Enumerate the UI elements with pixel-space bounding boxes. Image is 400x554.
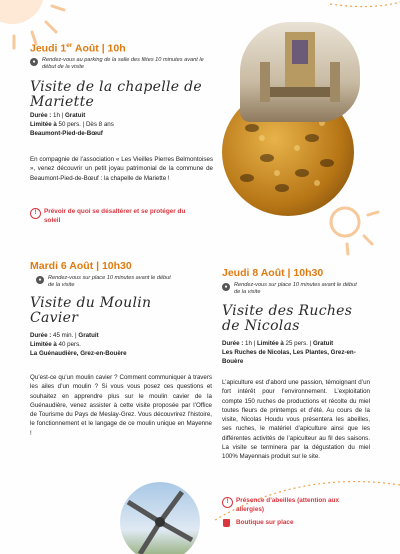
event-date-2: Mardi 6 Août | 10h30: [30, 260, 132, 272]
event-title-3: Visite des Ruches de Nicolas: [222, 303, 353, 334]
duration-label: Durée :: [222, 340, 244, 347]
windmill-photo: [120, 482, 200, 554]
price-label: Gratuit: [78, 332, 99, 339]
duration-label: Durée :: [30, 112, 52, 119]
event-description-3: L’apiculture est d’abord une passion, témoignant d’un fort intérêt pour l’environnement. L’exploitation compte 150 ruches de productions et récolte du miel toutes fleurs de printemps et d’été. Au cours de la visite, Nicolas Houdu vous présentera les abeilles, ses ruches, le matériel d’apiculture ainsi que les différentes activités de l’apiculteur au fil des saisons. La visite se terminera par la dégustation du miel 100% Mayennais produit sur le site.: [222, 379, 370, 461]
warning-text-3: Présence d’abeilles (attention aux allergies): [236, 497, 339, 513]
price-label: Gratuit: [312, 340, 334, 347]
warning-text-1: Prévoir de quoi se désaltérer et se protéger du soleil: [44, 208, 186, 224]
date-ordinal: er: [66, 42, 73, 49]
limit-line: [30, 341, 210, 350]
place-name: Beaumont-Pied-de-Bœuf: [30, 129, 103, 137]
windmill-illustration: [120, 482, 200, 554]
duration-line: [222, 340, 372, 349]
event-details-1: [30, 112, 210, 139]
event-title-1: Visite de la chapelle de Mariette: [30, 79, 202, 110]
duration-line: [30, 332, 210, 341]
shop-text: Boutique sur place: [236, 519, 294, 526]
date-day: Jeudi 1: [30, 42, 67, 55]
warning-icon: !: [30, 208, 41, 219]
duration-value: 1h |: [243, 340, 257, 347]
place-line: [222, 349, 372, 367]
event-details-2: [30, 332, 210, 359]
chapel-altar-illustration: [240, 22, 360, 122]
limit-value: 25 pers. |: [283, 340, 313, 347]
place-name: La Guénaudière, Grez-en-Bouère: [30, 349, 127, 357]
limit-label: Limitée à: [256, 340, 284, 347]
shopping-bag-icon: [223, 519, 230, 527]
duration-label: Durée :: [30, 332, 52, 339]
event-date-1: [30, 42, 126, 55]
place-line: [30, 350, 210, 359]
location-pin-icon: ●: [222, 283, 230, 291]
event-details-3: [222, 340, 372, 367]
sun-decoration: [0, 0, 64, 48]
place-line: [30, 130, 210, 139]
duration-value: 1h |: [51, 112, 65, 119]
event-description-1: En compagnie de l’association « Les Vieilles Pierres Belmontoises », venez découvrir un petit joyau patrimonial de la commune de Beaumont-Pied-de-Bœuf : la chapelle de Mariette !: [30, 156, 213, 182]
event-date-3: Jeudi 8 Août | 10h30: [222, 267, 324, 279]
bee-warning-icon: !: [222, 497, 233, 508]
limit-value: 40 pers.: [56, 340, 81, 348]
limit-label: Limitée à: [30, 120, 57, 128]
location-pin-icon: ●: [30, 58, 38, 66]
event-description-2: Qu’est-ce qu’un moulin cavier ? Comment communiquer à travers les ailes d’un moulin ? Si vous vous posez ces questions et souhaitez en apprendre plus sur le moulin cavier de la Guénaudière, venez assister à cette visite proposée par l’Office de Tourisme du Pays de Meslay-Grez. Vous découvrirez l’histoire, le fonctionnement et le langage de ce moulin unique en Mayenne !: [30, 374, 212, 437]
meeting-point-1: Rendez-vous au parking de la salle des fêtes 10 minutes avant le début de la visite: [42, 57, 204, 71]
sun-decoration-right: [331, 208, 359, 236]
event-title-2: Visite du Moulin Cavier: [30, 295, 152, 326]
meeting-point-3: Rendez-vous sur place 10 minutes avant le début de la visite: [234, 282, 357, 296]
price-label: Gratuit: [64, 112, 86, 119]
location-pin-icon: ●: [36, 276, 44, 284]
meeting-point-2: Rendez-vous sur place 10 minutes avant le début de la visite: [48, 275, 171, 289]
chapel-interior-photo: [240, 22, 360, 122]
duration-line: [30, 112, 210, 121]
limit-label: Limitée à: [30, 340, 57, 348]
date-time: Août | 10h: [72, 42, 126, 55]
limit-value: 50 pers. | Dès 8 ans: [56, 120, 114, 128]
dotted-curve-top: [330, 2, 400, 7]
place-name: Les Ruches de Nicolas, Les Plantes, Grez-en-Bouère: [222, 348, 356, 365]
limit-line: [30, 121, 210, 130]
duration-value: 45 min. |: [51, 332, 79, 339]
